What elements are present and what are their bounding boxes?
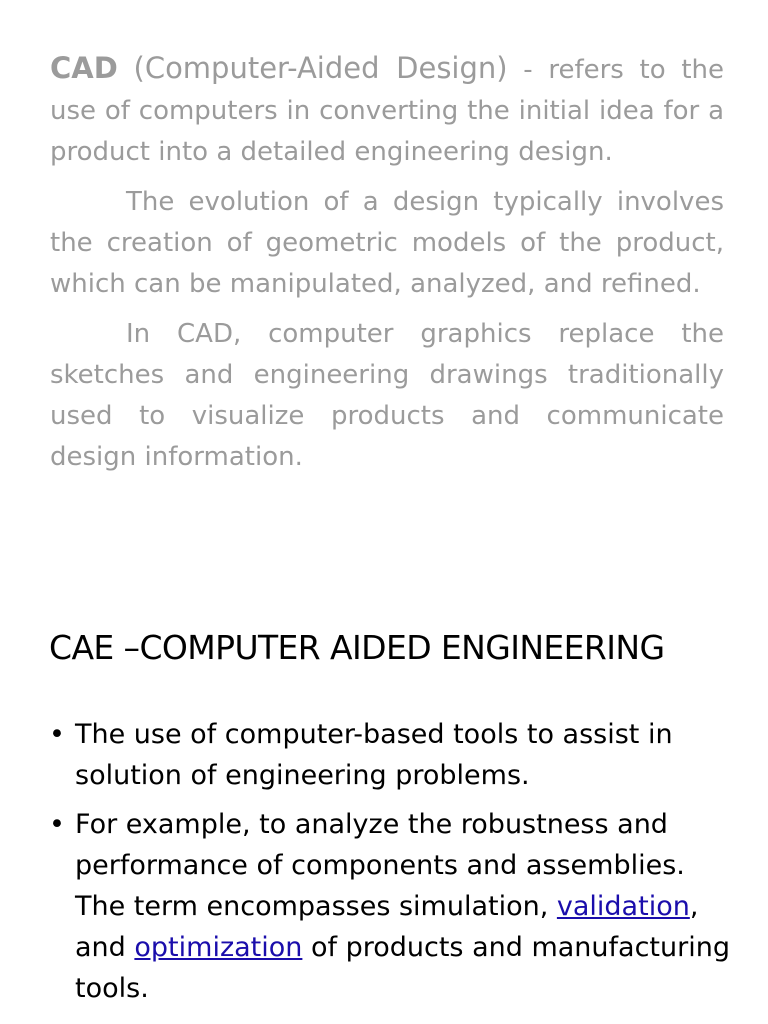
bullet-list [49, 714, 739, 1009]
list-item [49, 804, 739, 1009]
cad-definition-text: - refers to the use of computers in converting the initial idea for a product into a detailed engineering design. [50, 55, 724, 167]
cad-expansion: (Computer-Aided Design) [133, 51, 508, 85]
validation-link[interactable]: validation [556, 891, 690, 922]
computer-graphics-paragraph [50, 314, 724, 478]
cad-intro [50, 48, 724, 478]
section-heading: CAE –COMPUTER AIDED ENGINEERING [49, 628, 665, 667]
bullet-text-middle: , and [75, 891, 699, 963]
computer-graphics-text: In CAD, computer graphics replace the sketches and engineering drawings traditionally used to visualize products and communicate design information. [50, 319, 724, 472]
bullet-text-before: For example, to analyze the robustness and performance of components and assemblies. The term encompasses simulation, [75, 809, 685, 922]
design-evolution-paragraph [50, 182, 724, 305]
bullet-dot: • [49, 809, 65, 840]
cad-definition-paragraph [50, 48, 724, 173]
bullet-text-after: of products and manufacturing tools. [75, 932, 730, 1004]
design-evolution-text: The evolution of a design typically involves the creation of geometric models of the product, which can be manipulated, analyzed, and refined. [50, 187, 724, 299]
list-item [49, 714, 739, 796]
bullet-dot: • [49, 719, 65, 750]
cad-term: CAD [50, 51, 118, 85]
optimization-link[interactable]: optimization [134, 932, 303, 963]
bullet-text: The use of computer-based tools to assist in solution of engineering problems. [75, 719, 673, 791]
